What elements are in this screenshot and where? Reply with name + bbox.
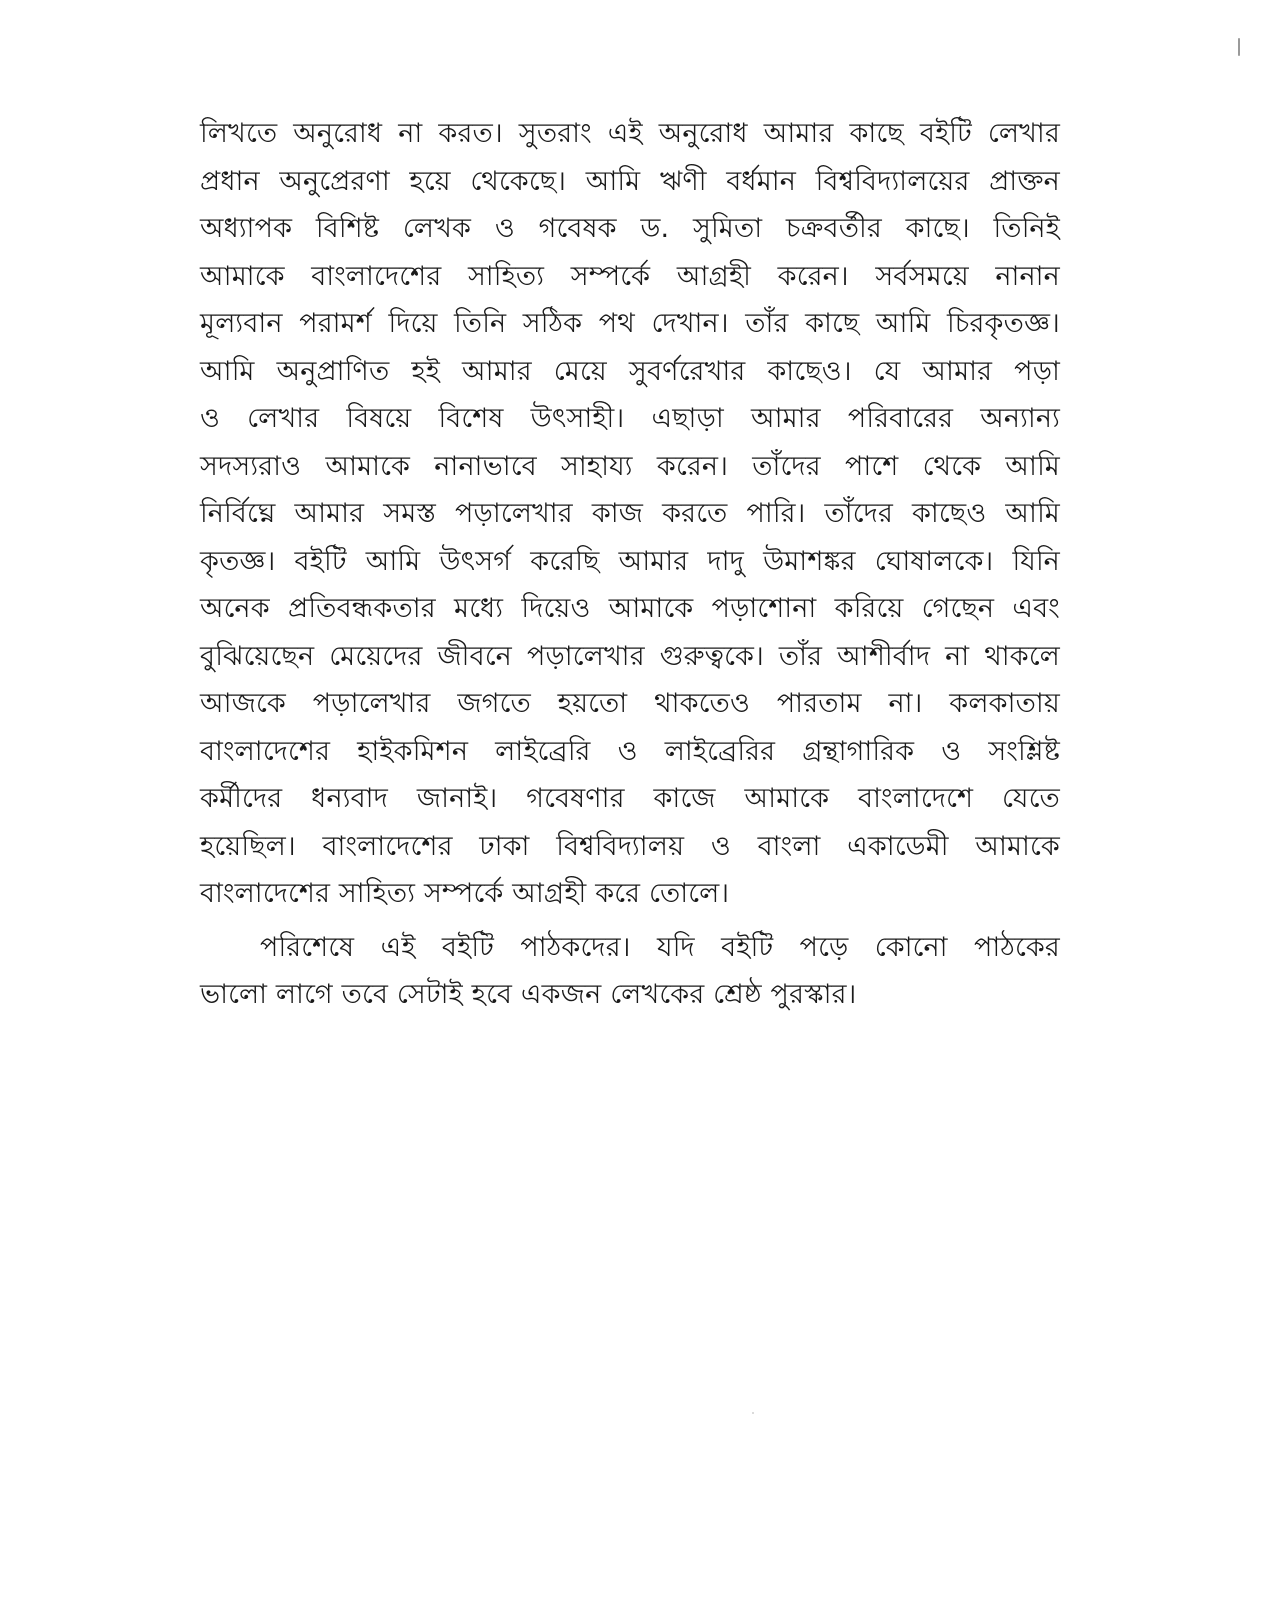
text-line: সদস্যরাও আমাকে নানাভাবে সাহায্য করেন। তাঁদের পাশে থেকে আমি bbox=[200, 450, 1060, 482]
text-line: লিখতে অনুরোধ না করত। সুতরাং এই অনুরোধ আমার কাছে বইটি লেখার bbox=[200, 118, 1060, 149]
paragraph bbox=[200, 110, 1060, 918]
text-line: অধ্যাপক বিশিষ্ট লেখক ও গবেষক ড. সুমিতা চক্রবর্তীর কাছে। তিনিই bbox=[200, 213, 1060, 244]
text-line: বাংলাদেশের হাইকমিশন লাইব্রেরি ও লাইব্রেরির গ্রন্থাগারিক ও সংশ্লিষ্ট bbox=[200, 735, 1060, 767]
text-line: ও লেখার বিষয়ে বিশেষ উৎসাহী। এছাড়া আমার পরিবারের অন্যান্য bbox=[200, 403, 1060, 434]
page-speck bbox=[752, 1412, 754, 1414]
text-line: আমি অনুপ্রাণিত হই আমার মেয়ে সুবর্ণরেখার কাছেও। যে আমার পড়া bbox=[200, 355, 1060, 387]
text-line: মূল্যবান পরামর্শ দিয়ে তিনি সঠিক পথ দেখান। তাঁর কাছে আমি চিরকৃতজ্ঞ। bbox=[200, 308, 1060, 339]
text-line: বুঝিয়েছেন মেয়েদের জীবনে পড়ালেখার গুরুত্বকে। তাঁর আশীর্বাদ না থাকলে bbox=[200, 640, 1060, 672]
text-line: অনেক প্রতিবন্ধকতার মধ্যে দিয়েও আমাকে পড়াশোনা করিয়ে গেছেন এবং bbox=[200, 593, 1060, 624]
text-line: নির্বিঘ্নে আমার সমস্ত পড়ালেখার কাজ করতে পারি। তাঁদের কাছেও আমি bbox=[200, 498, 1060, 529]
body-text bbox=[200, 110, 1060, 1019]
text-line: পরিশেষে এই বইটি পাঠকদের। যদি বইটি পড়ে কোনো পাঠকের bbox=[260, 931, 1060, 963]
text-line: প্রধান অনুপ্রেরণা হয়ে থেকেছে। আমি ঋণী বর্ধমান বিশ্ববিদ্যালয়ের প্রাক্তন bbox=[200, 165, 1060, 197]
text-line: হয়েছিল। বাংলাদেশের ঢাকা বিশ্ববিদ্যালয় ও বাংলা একাডেমী আমাকে bbox=[200, 830, 1060, 862]
text-line: কৃতজ্ঞ। বইটি আমি উৎসর্গ করেছি আমার দাদু উমাশঙ্কর ঘোষালকে। যিনি bbox=[200, 545, 1060, 577]
page-edge-mark bbox=[1238, 38, 1240, 56]
text-line: ভালো লাগে তবে সেটাই হবে একজন লেখকের শ্রেষ্ঠ পুরস্কার। bbox=[200, 979, 857, 1010]
paragraph bbox=[200, 924, 1060, 1019]
text-line: আজকে পড়ালেখার জগতে হয়তো থাকতেও পারতাম না। কলকাতায় bbox=[200, 688, 1060, 719]
text-line: বাংলাদেশের সাহিত্য সম্পর্কে আগ্রহী করে তোলে। bbox=[200, 878, 730, 909]
text-line: কর্মীদের ধন্যবাদ জানাই। গবেষণার কাজে আমাকে বাংলাদেশে যেতে bbox=[200, 783, 1060, 814]
text-line: আমাকে বাংলাদেশের সাহিত্য সম্পর্কে আগ্রহী করেন। সর্বসময়ে নানান bbox=[200, 260, 1060, 292]
